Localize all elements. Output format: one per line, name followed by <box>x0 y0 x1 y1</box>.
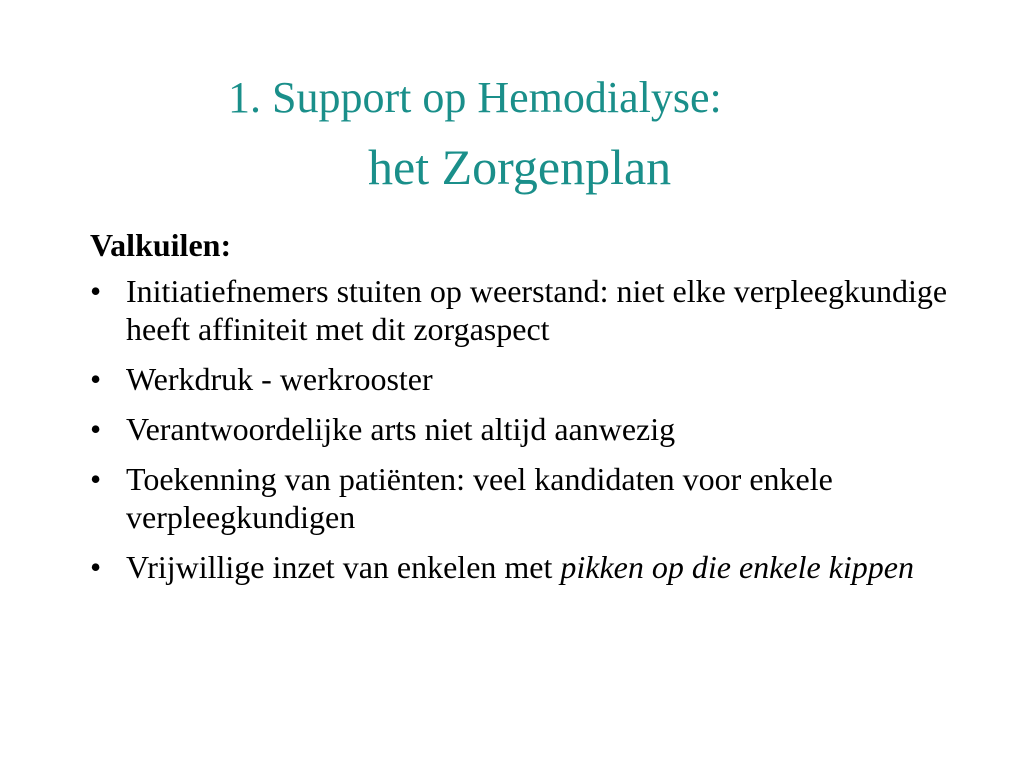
bullet-icon: • <box>90 273 102 309</box>
list-item-text: Verantwoordelijke arts niet altijd aanwezig <box>126 411 676 447</box>
list-item <box>90 460 970 536</box>
bullet-icon: • <box>90 461 102 497</box>
title-line-2: het Zorgenplan <box>368 139 672 195</box>
bullet-icon: • <box>90 411 102 447</box>
list-item-text: Vrijwillige inzet van enkelen met <box>126 549 561 585</box>
slide-body <box>90 226 970 598</box>
list-item-text: Initiatiefnemers stuiten op weerstand: niet elke verpleegkundige heeft affiniteit met dit zorgaspect <box>126 273 948 347</box>
title-line-1: 1. Support op Hemodialyse: <box>228 73 722 122</box>
bullet-list <box>90 272 970 586</box>
list-item <box>90 410 970 448</box>
bullet-icon: • <box>90 361 102 397</box>
bullet-icon: • <box>90 549 102 585</box>
list-item-text: Werkdruk - werkrooster <box>126 361 433 397</box>
list-item <box>90 272 970 348</box>
list-item-text: Toekenning van patiënten: veel kandidaten voor enkele verpleegkundigen <box>126 461 833 535</box>
section-heading: Valkuilen: <box>90 227 232 263</box>
list-item-emphasis: pikken op die enkele kippen <box>560 549 914 585</box>
list-item <box>90 360 970 398</box>
list-item <box>90 548 970 586</box>
